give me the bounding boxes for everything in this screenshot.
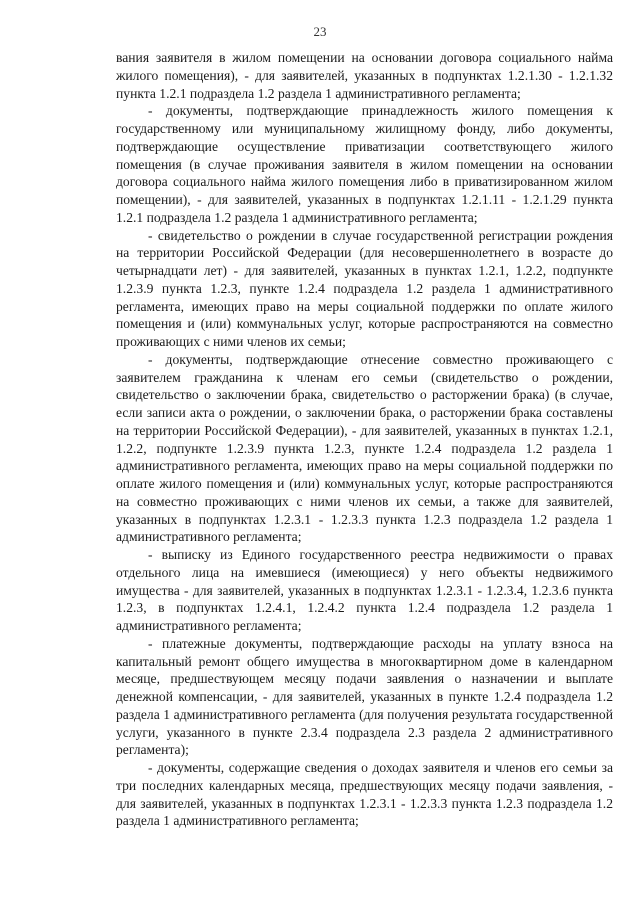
paragraph-real-estate-extract: - выписку из Единого государственного реестра недвижимости о правах отдельного лица на имевшиеся (имеющиеся) у него объекты недвижимого имущества - для заявителей, указанных в подпунктах 1.2.3.1 - 1.2.3.4, 1.2.3.6 пункта 1.2.3, в подпунктах 1.2.4.1, 1.2.4.2 пункта 1.2.4 подраздела 1.2 раздела 1 административного регламента; [116,547,613,633]
paragraph-payment-documents: - платежные документы, подтверждающие расходы на уплату взноса на капитальный ремонт общего имущества в многоквартирном доме в календарном месяце, предшествующем месяцу подачи заявления о назначении и выплате денежной компенсации, - для заявителей, указанных в пункте 1.2.4 подраздела 1.2 раздела 1 административного регламента (для получения результата государственной услуги, указанного в пункте 2.3.4 подраздела 2.3 раздела 2 административного регламента); [116,635,613,758]
paragraph-birth-certificate: - свидетельство о рождении в случае государственной регистрации рождения на территории Российской Федерации (для несовершеннолетнего в возрасте до четырнадцати лет) - для заявителей, указанных в пунктах 1.2.1, 1.2.2, подпункте 1.2.3.9 пункта 1.2.3, пункте 1.2.4 подраздела 1.2 раздела 1 административного регламента, имеющих право на меры социальной поддержки по оплате жилого помещения и (или) коммунальных услуг, которые распространяются на совместно проживающих с ними членов их семьи; [116,227,613,349]
paragraph-family-relation-documents: - документы, подтверждающие отнесение совместно проживающего с заявителем гражданина к членам его семьи (свидетельство о рождении, свидетельство о заключении брака, свидетельство о расторжении брака) (в случае, если записи акта о рождении, о заключении брака, о расторжении брака составлены на территории Российской Федерации), - для заявителей, указанных в пунктах 1.2.1, 1.2.2, подпункте 1.2.3.9 пункта 1.2.3, пункте 1.2.4 подраздела 1.2 раздела 1 административного регламента, имеющих право на меры социальной поддержки по оплате жилого помещения и (или) коммунальных услуг, которые распространяются на совместно проживающих с ними членов их семьи, а также для заявителей, указанных в подпунктах 1.2.3.1 - 1.2.3.3 пункта 1.2.3 подраздела 1.2 раздела 1 административного регламента; [116,351,613,545]
paragraph-continuation: вания заявителя в жилом помещении на основании договора социального найма жилого помещения), - для заявителей, указанных в подпунктах 1.2.1.30 - 1.2.1.32 пункта 1.2.1 подраздела 1.2 раздела 1 административного регламента; [116,50,613,101]
paragraph-income-documents: - документы, содержащие сведения о доходах заявителя и членов его семьи за три последних календарных месяца, предшествующих месяцу подачи заявления, - для заявителей, указанных в подпунктах 1.2.3.1 - 1.2.3.3 пункта 1.2.3 подраздела 1.2 раздела 1 административного регламента; [116,760,613,829]
paragraph-ownership-documents: - документы, подтверждающие принадлежность жилого помещения к государственному или муниципальному жилищному фонду, либо документы, подтверждающие осуществление приватизации соответствующего жилого помещения (в случае проживания заявителя в жилом помещении на основании договора социального найма жилого помещения либо в приватизированном жилом помещении), - для заявителей, указанных в подпунктах 1.2.1.11 - 1.2.1.29 пункта 1.2.1 подраздела 1.2 раздела 1 административного регламента; [116,103,613,225]
document-body [116,49,613,830]
page-number: 23 [313,24,327,39]
